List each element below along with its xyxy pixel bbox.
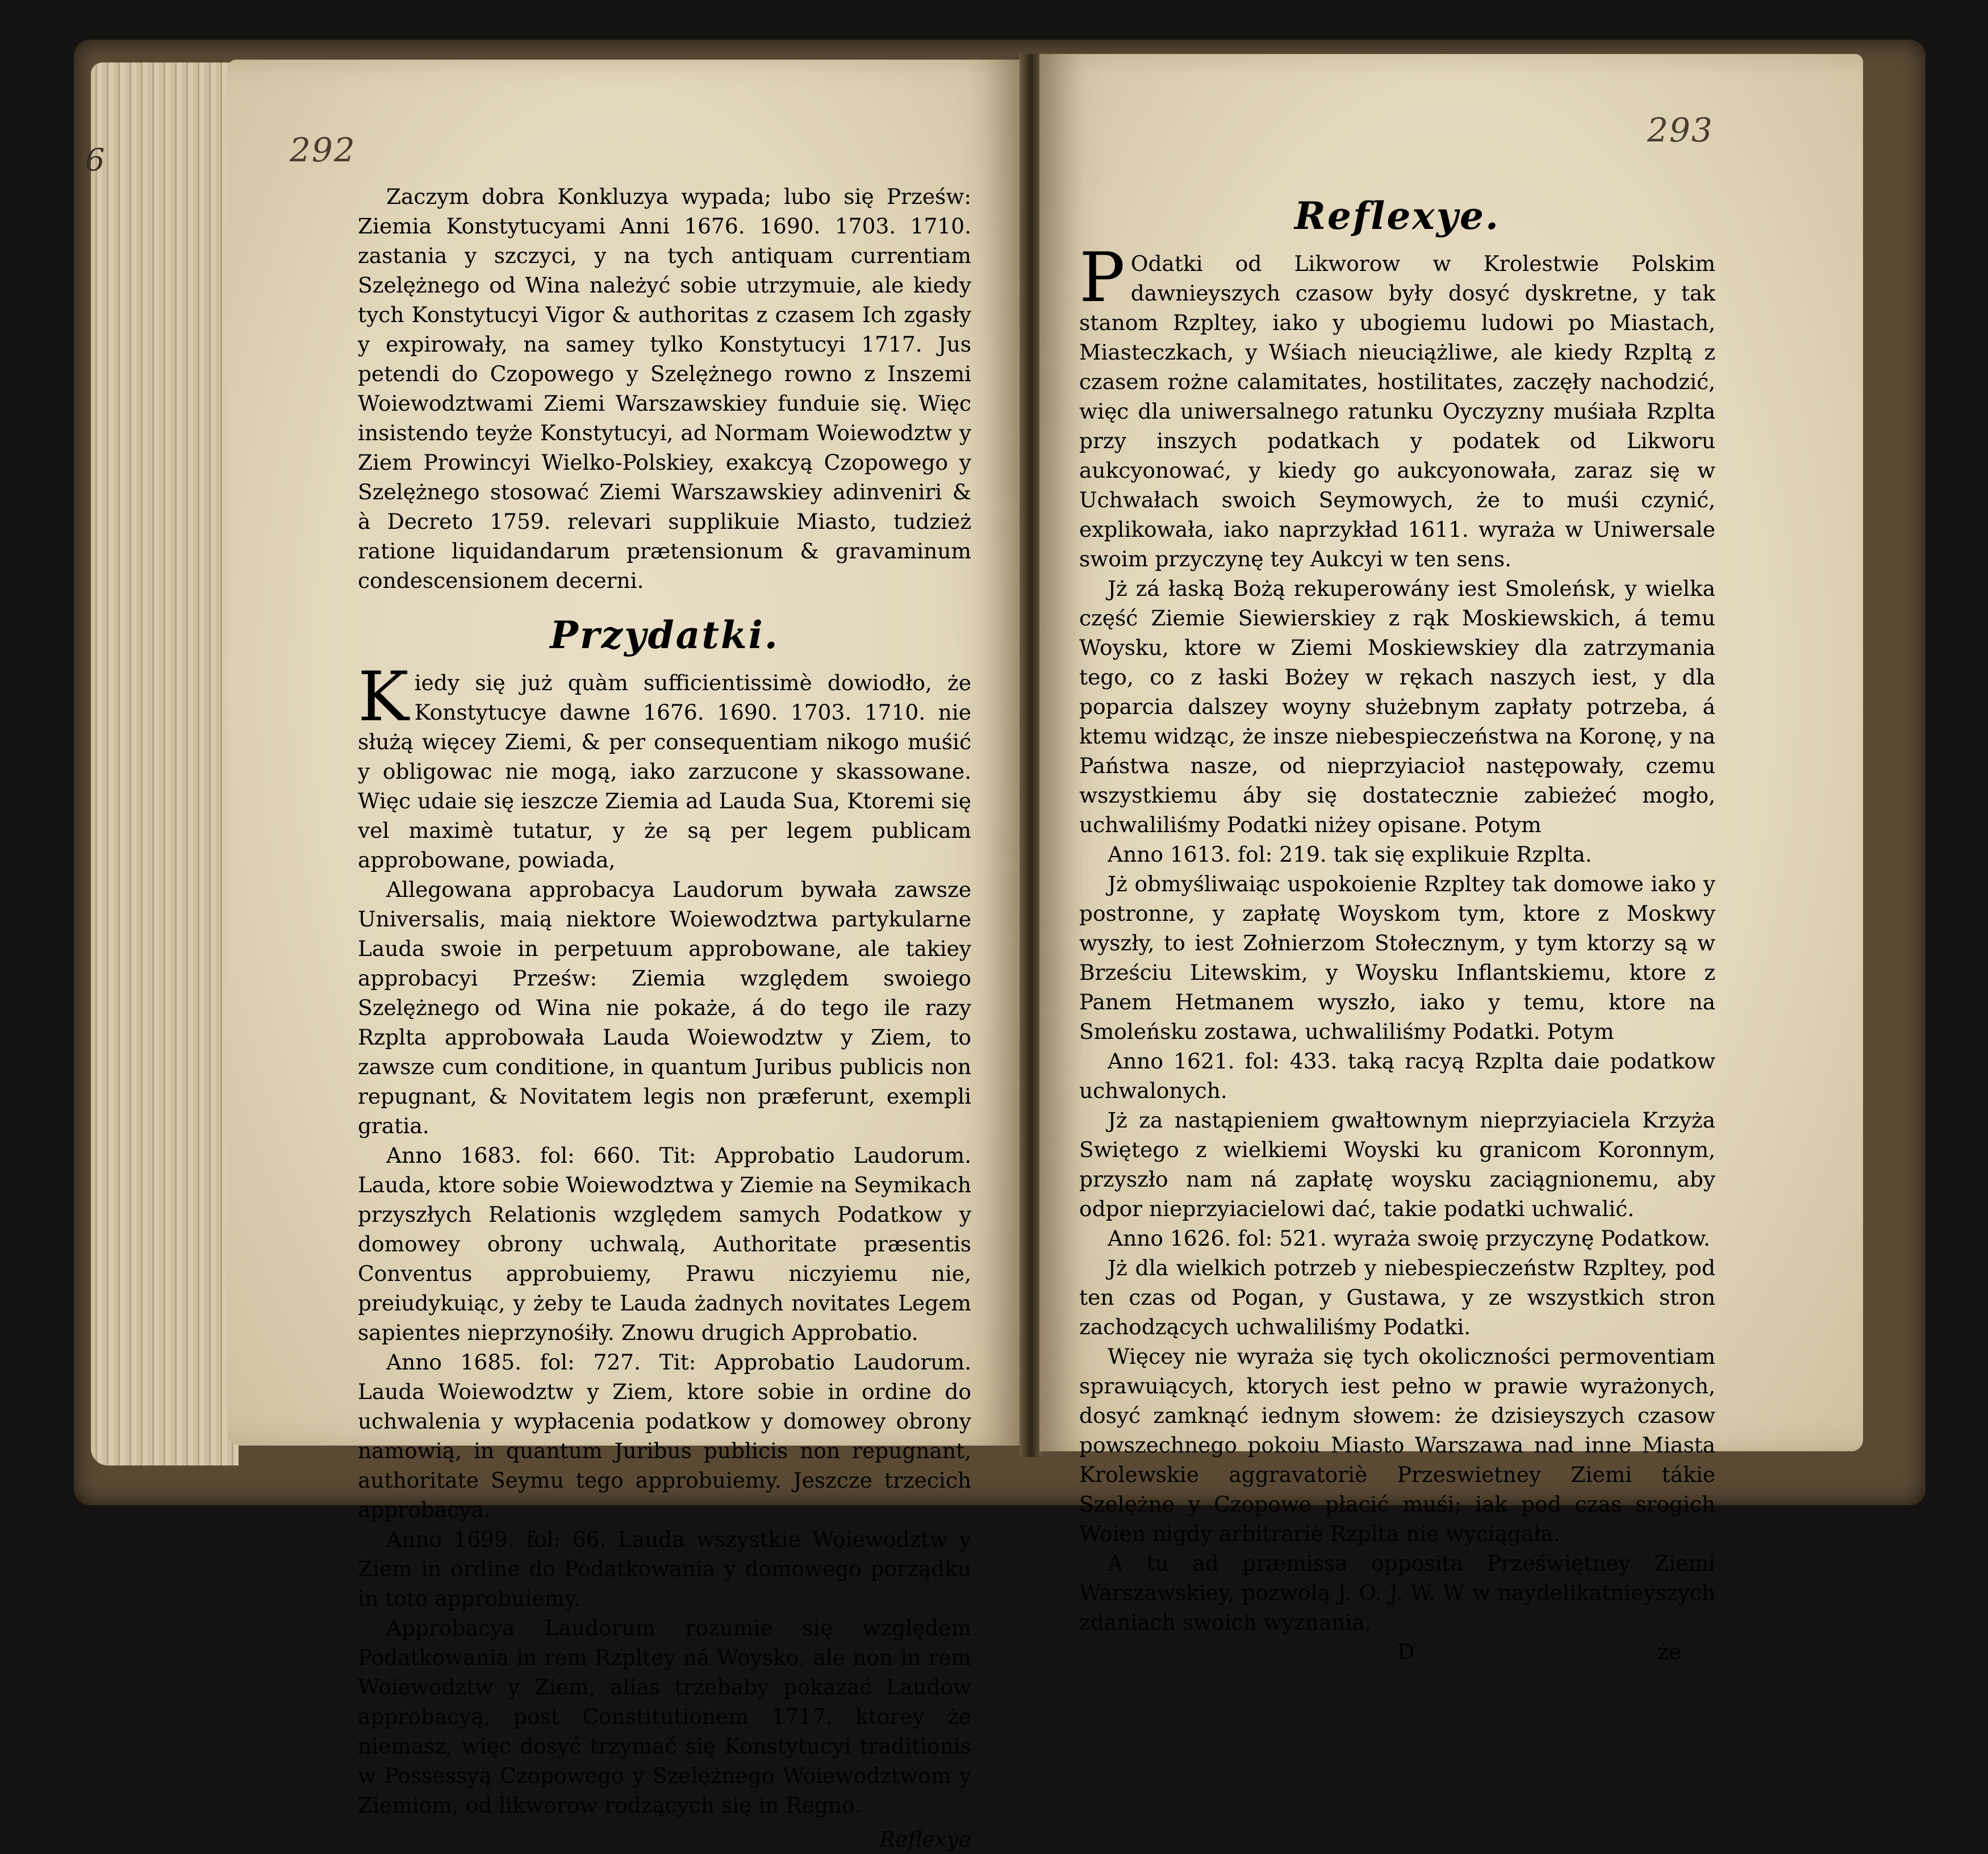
right-paragraph-2: Jż zá łaską Bożą rekuperowány iest Smoleńsk, y wielka część Ziemie Siewierskiey z rąk Moskiewskich, á temu Woysku, ktore w Ziemi Moskiewskiey dla zatrzymania tego, co z łaski Bożey w rękach naszych iest, y dla poparcia dalszey woyny służebnym zapłaty potrzeba, á ktemu widząc, że insze niebespieczeństwa na Koronę, y na Państwa nasze, od nieprzyiacioł następowały, czemu wszystkiemu áby się dostatecznie zabieżeć mogło, uchwaliliśmy Podatki niżey opisane. Potym — [1079, 576, 1715, 837]
right-paragraph-8: Jż dla wielkich potrzeb y niebespieczeństw Rzpltey, pod ten czas od Pogan, y Gustawa, y ze wszystkich stron zachodzących uchwaliliśmy Podatki. — [1079, 1255, 1715, 1339]
left-paragraph-1: Zaczym dobra Konkluzya wypada; lubo się Prześw: Ziemia Konstytucyami Anni 1676. 1690. 1703. 1710. zastania y szczyci, y na tych antiquam currentiam Szelężnego od Wina należyć sobie utrzymuie, ale kiedy tych Konstytucyi Vigor & authoritas z czasem Ich zgasły y expirowały, na samey tylko Konstytucyi 1717. Jus petendi do Czopowego y Szelężnego rowno z Inszemi Woiewodztwami Ziemi Warszawskiey funduie się. Więc insistendo teyże Konstytucyi, ad Normam Woiewodztw y Ziem Prowincyi Wielko-Polskiey, exakcyą Czopowego y Szelężnego stosować Ziemi Warszawskiey adinveniri & à Decreto 1759. relevari supplikuie Miasto, tudzież ratione liquidandarum prætensionum & gravaminum condescensionem decerni. — [358, 184, 971, 593]
left-paragraph-2 — [358, 658, 971, 875]
left-paragraph-6: Anno 1699. fol: 66. Lauda wszystkie Woiewodztw y Ziem in ordine do Podatkowania y domowego porządku in toto approbuiemy. — [358, 1527, 971, 1611]
page-number-right: 293 — [1647, 111, 1714, 149]
heading-reflexye: Reflexye. — [1294, 194, 1500, 238]
signature-mark: D — [1397, 1639, 1415, 1664]
right-paragraph-4: Jż obmyśliwaiąc uspokoienie Rzpltey tak domowe iako y postronne, y zapłatę Woyskom tym, ktore z Moskwy wyszły, to iest Zołnierzom Stołecznym, y tym ktorzy są w Brześciu Litewskim, y Woysku Inflantskiemu, ktore z Panem Hetmanem wyszło, iako y temu, ktore na Smoleńsku zostawa, uchwaliliśmy Podatki. Potym — [1079, 871, 1715, 1044]
page-number-left: 292 — [290, 131, 356, 169]
gutter — [1020, 54, 1042, 1457]
catchword-left: Reflexye — [879, 1827, 971, 1852]
drop-cap-right: P — [1079, 239, 1125, 318]
margin-mark: 6 — [85, 142, 105, 178]
right-page-text — [1079, 176, 1715, 1667]
left-paragraph-4: Anno 1683. fol: 660. Tit: Approbatio Laudorum. Lauda, ktore sobie Woiewodztwa y Ziemie na Seymikach przyszłych Relationis względem samych Podatkow y domowey obrony uchwalą, Authoritate præsentis Conventus approbuiemy, Prawu niczyiemu nie, preiudykuiąc, y żeby te Lauda żadnych novitates Legem sapientes nieprzynośiły. Znowu drugich Approbatio. — [358, 1143, 971, 1345]
right-paragraph-10: A tu ad præmissa opposita Przeświętney Ziemi Warszawskiey, pozwolą J. O. J. W. W w naydelikatnieyszych zdaniach swoich wyznania, — [1079, 1551, 1715, 1635]
left-paragraph-3: Allegowana approbacya Laudorum bywała zawsze Universalis, maią niektore Woiewodztwa partykularne Lauda swoie in perpetuum approbowane, ale takiey approbacyi Prześw: Ziemia względem swoiego Szelężnego od Wina nie pokaże, á do tego ile razy Rzplta approbowała Lauda Woiewodztw y Ziem, to zawsze cum conditione, in quantum Juribus publicis non repugnant, & Novitatem legis non præferunt, exempli gratia. — [358, 877, 971, 1138]
right-paragraph-3: Anno 1613. fol: 219. tak się explikuie Rzplta. — [1108, 842, 1592, 867]
right-paragraph-1 — [1079, 239, 1715, 574]
left-paragraph-7: Approbacya Laudorum rozumie się względem Podatkowania in rem Rzpltey ná Woysko, ale non in rem Woiewodztw y Ziem, alias trzebaby pokazać Laudow approbacyą, post Constitutionem 1717. ktorey że niemasz, więc dosyć trzymać się Konstytucyi traditionis w Possessyą Czopowego y Szelężnego Woiewodztwom y Ziemiom, od likworow rodzących się in Regno. — [358, 1615, 971, 1818]
drop-cap-left: K — [358, 658, 409, 737]
right-paragraph-6: Jż za nastąpieniem gwałtownym nieprzyiaciela Krzyża Swiętego z wielkiemi Woyski ku granicom Koronnym, przyszło nam ná zapłatę woysku zaciągnionemu, aby odpor nieprzyiacielowi dać, takie podatki uchwalić. — [1079, 1108, 1715, 1221]
left-paragraph-2-text: iedy się już quàm sufficientissimè dowiodło, że Konstytucye dawne 1676. 1690. 1703. 1710. nie służą więcey Ziemi, & per consequentiam nikogo muśić y obligowac nie mogą, iako zarzucone y skassowane. Więc udaie się ieszcze Ziemia ad Lauda Sua, Ktoremi się vel maximè tutatur, y że są per legem publicam approbowane, powiada, — [358, 670, 971, 872]
left-page-text — [358, 182, 971, 1854]
right-paragraph-5: Anno 1621. fol: 433. taką racyą Rzplta daie podatkow uchwalonych. — [1079, 1049, 1715, 1103]
catchword-right: że — [1657, 1639, 1681, 1664]
right-paragraph-7: Anno 1626. fol: 521. wyraża swoię przyczynę Podatkow. — [1108, 1226, 1710, 1251]
page-edges — [91, 62, 239, 1465]
left-paragraph-5: Anno 1685. fol: 727. Tit: Approbatio Laudorum. Lauda Woiewodztw y Ziem, ktore sobie in ordine do uchwalenia y wypłacenia podatkow y domowey obrony namowią, in quantum Juribus publicis non repugnant, authoritate Seymu tego approbuiemy. Jeszcze trzecich approbacya. — [358, 1350, 971, 1522]
heading-przydatki: Przydatki. — [550, 613, 779, 657]
right-paragraph-9: Więcey nie wyraża się tych okoliczności permoventiam sprawuiących, ktorych iest pełno w prawie wyrażonych, dosyć zamknąć iednym słowem: że dzisieyszych czasow powszechnego pokoiu Miasto Warszawa nad inne Miasta Krolewskie aggravatoriè Przeswietney Ziemi tákie Szelężne y Czopowe płacić muśi; iak pod czas srogich Woien nigdy arbitrariè Rzplta nie wyciągała. — [1079, 1344, 1715, 1546]
right-paragraph-1-text: Odatki od Likworow w Krolestwie Polskim dawnieyszych czasow były dosyć dyskretne, y tak stanom Rzpltey, iako y ubogiemu ludowi po Miastach, Miasteczkach, y Wśiach nieuciążliwe, ale kiedy Rzpltą z czasem rożne calamitates, hostilitates, zaczęły nachodzić, więc dla uniwersalnego ratunku Oyczyzny muśiała Rzplta przy inszych podatkach y podatek od Likworu aukcyonować, y kiedy go aukcyonowała, zaraz się w Uchwałach swoich Seymowych, że to muśi czynić, explikowała, iako naprzykład 1611. wyraża w Uniwersale swoim przyczynę tey Aukcyi w ten sens. — [1079, 251, 1715, 571]
